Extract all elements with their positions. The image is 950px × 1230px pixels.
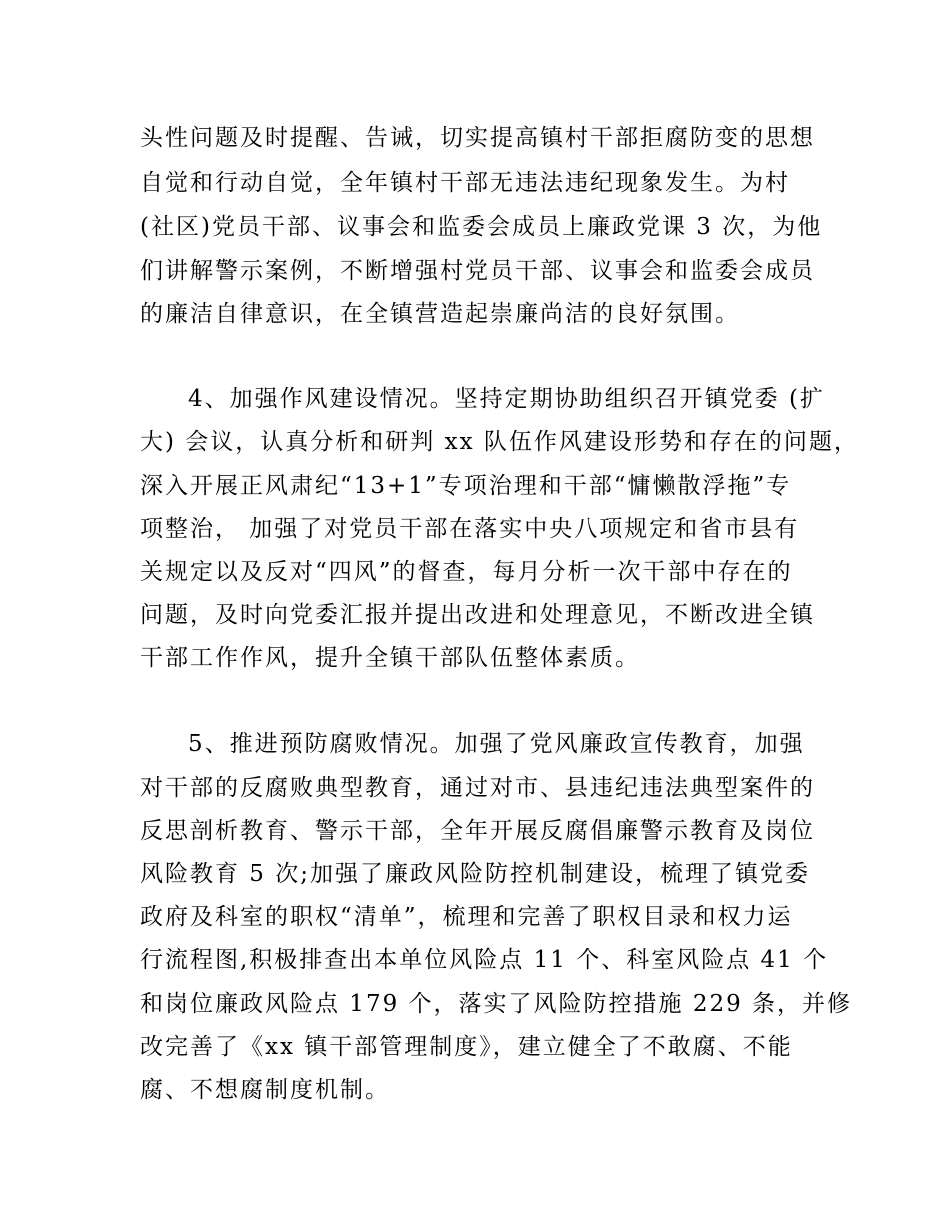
paragraph-1-line-2: 自觉和行动自觉，全年镇村干部无违法违纪现象发生。为村 — [140, 170, 790, 196]
paragraph-2-line-7: 干部工作作风，提升全镇干部队伍整体素质。 — [140, 645, 640, 671]
paragraph-2-line-3: 深入开展正风肃纪“13+1”专项治理和干部“慵懒散浮拖”专 — [140, 473, 792, 499]
paragraph-3-line-2: 对干部的反腐败典型教育，通过对市、县违纪违法典型案件的 — [140, 775, 815, 801]
paragraph-1-line-4: 们讲解警示案例，不断增强村党员干部、议事会和监委会成员 — [140, 258, 815, 284]
paragraph-3-line-6: 行流程图,积极排查出本单位风险点 11 个、科室风险点 41 个 — [140, 947, 829, 973]
paragraph-2-line-4: 项整治， 加强了对党员干部在落实中央八项规定和省市县有 — [140, 516, 800, 542]
paragraph-1-line-3: (社区)党员干部、议事会和监委会成员上廉政党课 3 次，为他 — [140, 214, 823, 240]
paragraph-1-line-5: 的廉洁自律意识，在全镇营造起崇廉尚洁的良好氛围。 — [140, 301, 740, 327]
paragraph-3-line-7: 和岗位廉政风险点 179 个，落实了风险防控措施 229 条，并修 — [140, 991, 853, 1017]
paragraph-3-line-3: 反思剖析教育、警示干部，全年开展反腐倡廉警示教育及岗位 — [140, 818, 815, 844]
paragraph-3-line-4: 风险教育 5 次;加强了廉政风险防控机制建设，梳理了镇党委 — [140, 861, 811, 887]
paragraph-3-line-5: 政府及科室的职权“清单”，梳理和完善了职权目录和权力运 — [140, 904, 793, 930]
paragraph-1-line-1: 头性问题及时提醒、告诫，切实提高镇村干部拒腐防变的思想 — [140, 125, 815, 151]
paragraph-2-line-1: 4、加强作风建设情况。坚持定期协助组织召开镇党委 (扩 — [188, 386, 825, 412]
paragraph-2-line-5: 关规定以及反对“四风”的督查，每月分析一次干部中存在的 — [140, 559, 793, 585]
paragraph-2-line-2: 大) 会议，认真分析和研判 xx 队伍作风建设形势和存在的问题， — [140, 429, 859, 455]
paragraph-2-line-6: 问题，及时向党委汇报并提出改进和处理意见，不断改进全镇 — [140, 602, 815, 628]
paragraph-3-line-9: 腐、不想腐制度机制。 — [140, 1077, 390, 1103]
paragraph-3-line-8: 改完善了《xx 镇干部管理制度》，建立健全了不敢腐、不能 — [140, 1034, 793, 1060]
paragraph-3-line-1: 5、推进预防腐败情况。加强了党风廉政宣传教育，加强 — [188, 731, 805, 757]
